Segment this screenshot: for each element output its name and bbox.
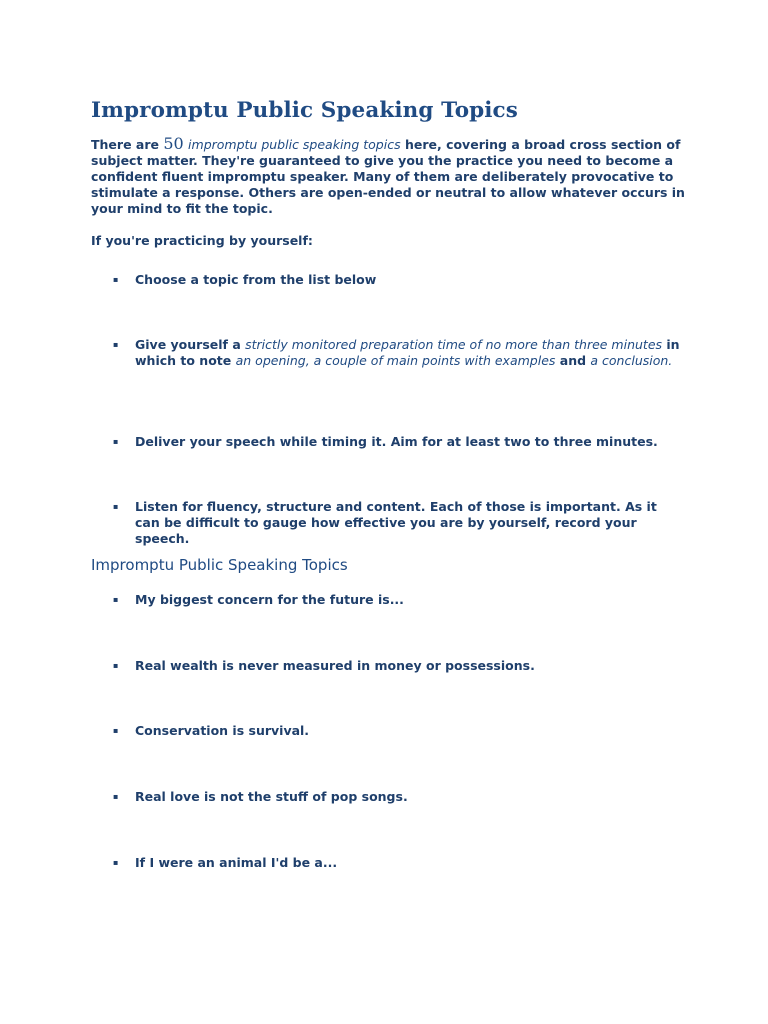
practice-item-4: Listen for fluency, structure and content. Each of those is important. As it can be difficult to gauge how effective you are by yourself, record your speech. [135,499,657,546]
document-page [91,92,691,870]
list-item [91,434,658,450]
list-item [91,723,651,739]
topic-3: Conservation is survival. [135,723,310,738]
list-item [91,658,651,674]
list-item [91,789,651,805]
topic-2: Real wealth is never measured in money or possessions. [135,658,535,673]
intro-emphasis: impromptu public speaking topics [188,137,401,152]
list-item [91,337,680,369]
practice-item-1: Choose a topic from the list below [135,272,377,287]
bullet-icon: ▪ [113,437,119,446]
practice-lead: If you're practicing by yourself: [91,233,313,248]
list-item [91,592,651,608]
bullet-icon: ▪ [113,595,119,604]
bullet-icon: ▪ [113,661,119,670]
bullet-icon: ▪ [113,858,119,867]
list-item [91,272,651,288]
intro-paragraph [91,136,691,217]
list-item [91,499,657,547]
item2-part-a: Give yourself a [135,337,246,352]
intro-number: 50 [163,134,184,153]
list-item [91,855,651,871]
item2-part-e: and [555,353,591,368]
bullet-icon: ▪ [113,726,119,735]
topic-5: If I were an animal I'd be a... [135,855,338,870]
item2-part-b: strictly monitored preparation time of no more than three minutes [245,337,663,352]
item2-part-f: a conclusion. [590,353,673,368]
bullet-icon: ▪ [113,792,119,801]
practice-item-2 [135,337,680,369]
intro-text-start: There are [91,137,164,152]
bullet-icon: ▪ [113,340,119,349]
topic-4: Real love is not the stuff of pop songs. [135,789,408,804]
page-title: Impromptu Public Speaking Topics [91,98,518,123]
item2-part-d: an opening, a couple of main points with examples [235,353,556,368]
topics-subheading: Impromptu Public Speaking Topics [91,556,348,574]
practice-item-3: Deliver your speech while timing it. Aim for at least two to three minutes. [135,434,658,449]
bullet-icon: ▪ [113,275,119,284]
bullet-icon: ▪ [113,502,119,511]
item2-part-c: in which to note [135,337,680,368]
topic-1: My biggest concern for the future is... [135,592,404,607]
intro-text-end: here, covering a broad cross section of subject matter. They're guaranteed to give you the practice you need to become a confident fluent impromptu speaker. Many of them are deliberately provocative to stimulate a response. Others are open-ended or neutral to allow whatever occurs in your mind to fit the topic. [91,137,685,216]
